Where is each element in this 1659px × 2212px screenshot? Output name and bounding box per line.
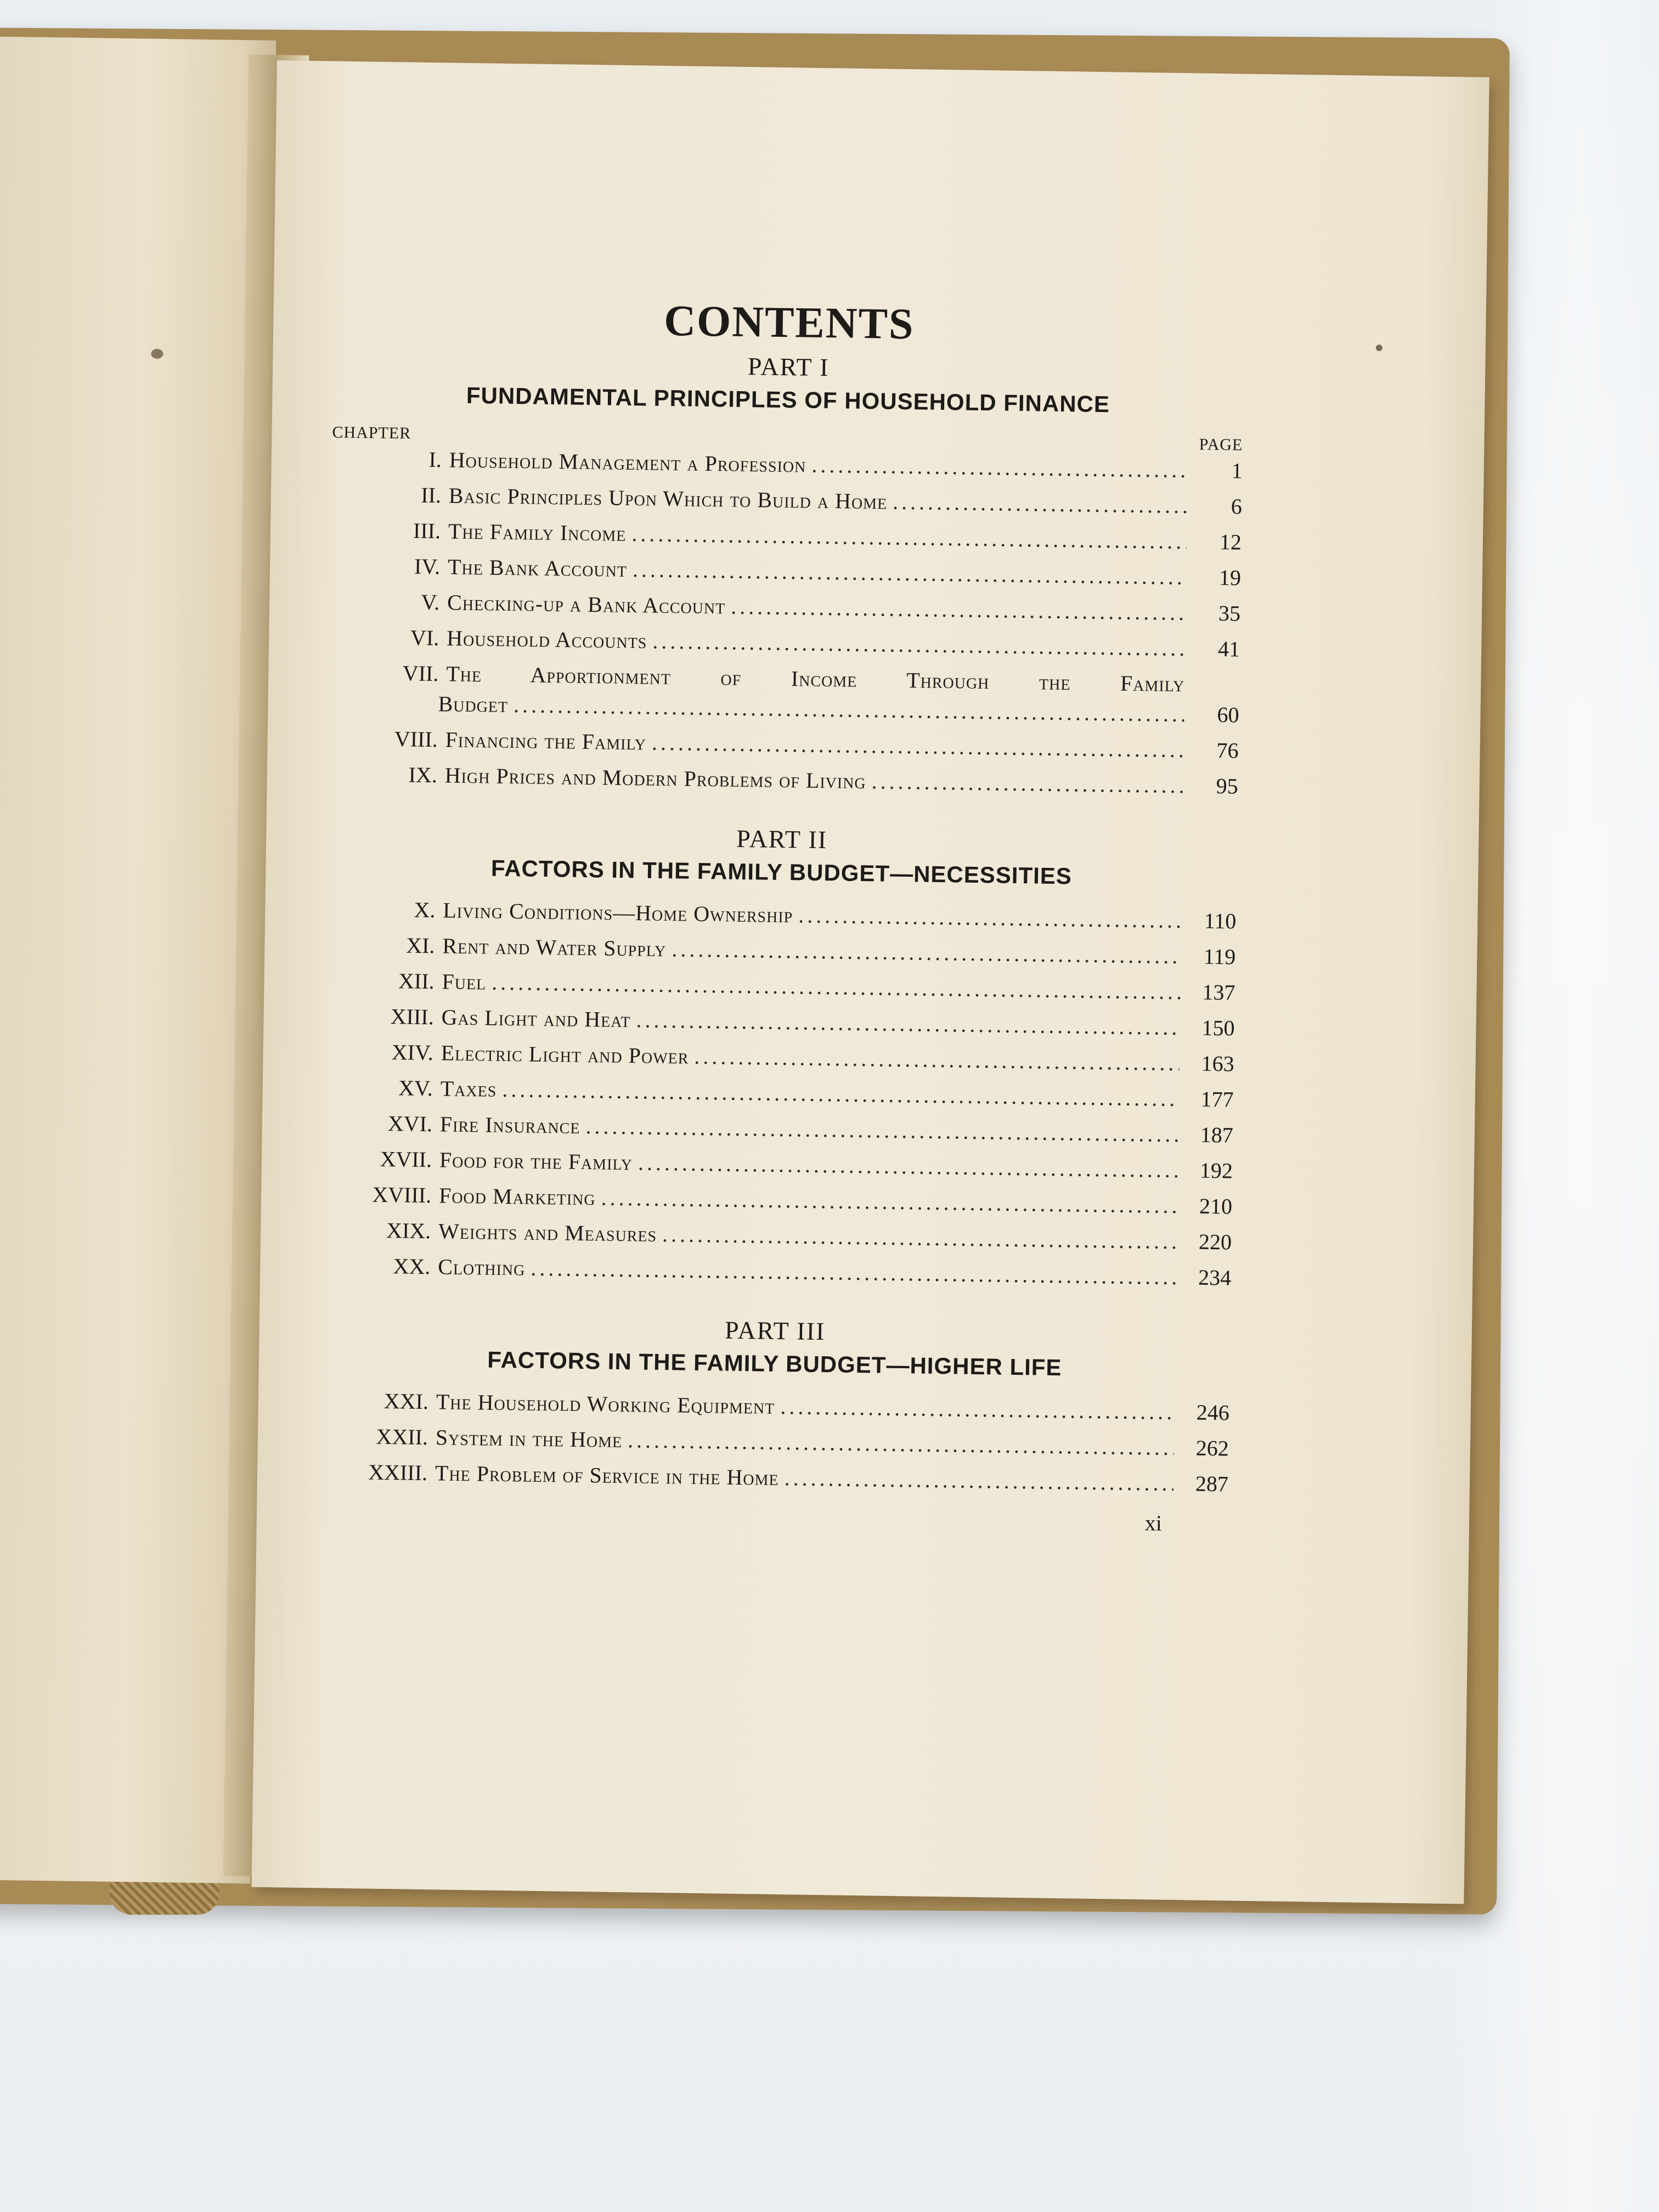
page-speck	[151, 349, 163, 359]
page-number: 41	[1217, 636, 1240, 662]
part-title: FUNDAMENTAL PRINCIPLES OF HOUSEHOLD FINANCE	[466, 382, 1110, 417]
page-number: 163	[1201, 1051, 1234, 1076]
contents-page	[252, 60, 1489, 1904]
chapter-number: IV.	[414, 554, 441, 579]
chapter-title-continued: Budget	[438, 691, 509, 717]
part-title: FACTORS IN THE FAMILY BUDGET—HIGHER LIFE	[487, 1346, 1062, 1381]
dot-leader	[780, 1393, 1175, 1425]
chapter-title: The Apportionment of Income Through the Family	[446, 661, 1185, 697]
page-number: 110	[1204, 908, 1237, 934]
page-number: 192	[1199, 1158, 1233, 1183]
toc-entry[interactable]	[328, 659, 1240, 737]
page-number: 150	[1201, 1015, 1235, 1041]
part-block	[318, 1310, 1231, 1506]
page-number: 220	[1198, 1229, 1232, 1255]
page-number: 177	[1200, 1086, 1234, 1112]
chapter-title: High Prices and Modern Problems of Living	[444, 763, 867, 794]
chapter-title: Gas Light and Heat	[441, 1005, 631, 1032]
chapter-title: Fuel	[442, 969, 487, 995]
page-number: 76	[1216, 738, 1239, 763]
dot-leader	[811, 452, 1188, 483]
chapter-number: XXI.	[383, 1388, 429, 1414]
chapter-title: Rent and Water Supply	[442, 933, 667, 962]
chapter-number: XI.	[405, 933, 435, 958]
chapter-number: XVIII.	[372, 1182, 432, 1208]
chapter-number: XVII.	[380, 1146, 432, 1172]
contents-block	[317, 291, 1245, 1537]
chapter-title: Basic Principles Upon Which to Build a Home	[448, 483, 888, 514]
chapter-title: Food for the Family	[439, 1147, 633, 1175]
dot-leader	[798, 902, 1182, 933]
chapter-number: XIV.	[391, 1040, 434, 1065]
chapter-number: XXIII.	[368, 1459, 428, 1486]
chapter-title: Weights and Measures	[438, 1218, 657, 1246]
chapter-number: V.	[421, 589, 440, 615]
page-number: 95	[1216, 774, 1239, 799]
page-number: 137	[1202, 979, 1235, 1005]
page-number: 119	[1203, 944, 1236, 969]
chapter-title: Taxes	[440, 1076, 497, 1102]
part-block	[327, 346, 1244, 809]
page-number: 6	[1231, 494, 1243, 519]
page-number: 210	[1199, 1193, 1233, 1219]
page-number: 287	[1195, 1471, 1229, 1497]
chapter-number: VI.	[410, 625, 439, 651]
page-number: 35	[1218, 601, 1241, 626]
chapter-title: The Bank Account	[447, 554, 628, 582]
page-folio: xi	[1144, 1510, 1163, 1536]
chapter-number: XV.	[398, 1075, 433, 1101]
chapter-number: XVI.	[387, 1111, 433, 1137]
chapter-number: XXII.	[376, 1424, 428, 1450]
page-number: 187	[1200, 1122, 1234, 1148]
chapter-number: XIII.	[390, 1004, 434, 1030]
page-number: 12	[1219, 529, 1242, 555]
page-number: 60	[1217, 702, 1239, 727]
chapter-number: VIII.	[394, 726, 438, 752]
part-block	[320, 818, 1238, 1300]
page-number: 262	[1195, 1435, 1229, 1461]
chapter-title: The Household Working Equipment	[436, 1389, 775, 1419]
chapter-number: II.	[421, 482, 442, 508]
chapter-number: XII.	[398, 968, 435, 994]
chapter-title: Household Accounts	[447, 625, 647, 653]
dot-leader	[893, 489, 1187, 518]
dot-leader	[871, 768, 1183, 798]
chapter-title: Household Management a Profession	[449, 447, 806, 477]
chapter-title: The Family Income	[448, 518, 627, 546]
chapter-title: System in the Home	[435, 1425, 623, 1453]
chapter-title: Electric Light and Power	[441, 1040, 689, 1069]
page-number: 246	[1196, 1400, 1230, 1425]
chapter-title: Food Marketing	[438, 1183, 596, 1210]
page-speck	[1376, 345, 1383, 351]
chapter-number: IX.	[408, 762, 438, 788]
chapter-number: XIX.	[386, 1217, 431, 1244]
chapter-number: XX.	[393, 1254, 431, 1279]
chapter-column-header: CHAPTER	[332, 423, 411, 443]
page-column-header: PAGE	[1199, 435, 1243, 454]
chapter-number: VII.	[402, 661, 439, 686]
chapter-title: The Problem of Service in the Home	[435, 1460, 780, 1491]
page-title: CONTENTS	[663, 296, 915, 349]
dot-leader	[784, 1465, 1173, 1496]
part-label: PART I	[747, 352, 830, 382]
part-title: FACTORS IN THE FAMILY BUDGET—NECESSITIES	[490, 855, 1073, 889]
part-label: PART III	[724, 1316, 826, 1346]
chapter-title: Fire Insurance	[439, 1111, 580, 1138]
chapter-title: Checking-up a Bank Account	[447, 590, 726, 619]
part-label: PART II	[736, 824, 828, 854]
chapter-number: I.	[428, 447, 442, 472]
page-number: 234	[1198, 1265, 1232, 1290]
page-number: 19	[1218, 565, 1242, 590]
chapter-title: Clothing	[438, 1254, 526, 1280]
chapter-number: III.	[413, 518, 441, 544]
chapter-number: X.	[414, 897, 436, 923]
chapter-title: Living Conditions—Home Ownership	[443, 898, 793, 928]
page-number: 1	[1231, 458, 1243, 483]
chapter-title: Financing the Family	[445, 727, 647, 755]
